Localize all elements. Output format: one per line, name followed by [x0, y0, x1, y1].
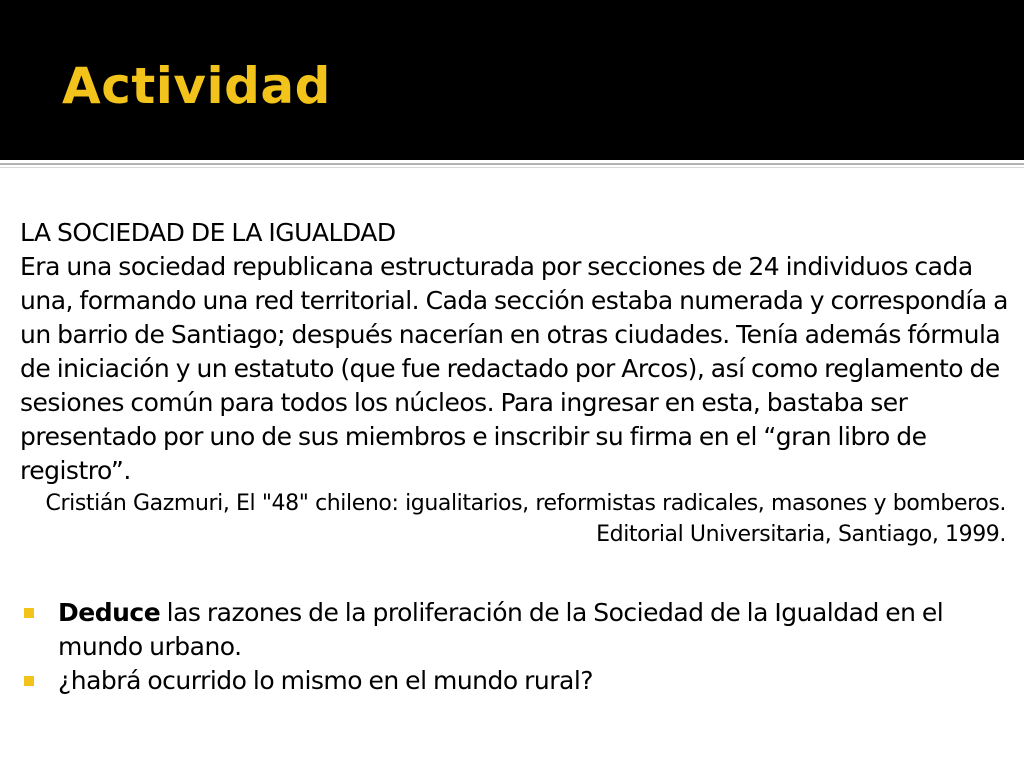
- reading-passage: [20, 216, 1016, 488]
- slide-content: [20, 216, 1016, 698]
- title-divider-thin: [0, 167, 1024, 168]
- bullet-emphasis: Deduce: [58, 598, 161, 627]
- bullet-text: ¿habrá ocurrido lo mismo en el mundo rural?: [58, 666, 594, 695]
- slide-title: Actividad: [62, 57, 331, 115]
- list-item: [20, 596, 1016, 664]
- passage-body: Era una sociedad republicana estructurada por secciones de 24 individuos cada una, formando una red territorial. Cada sección estaba numerada y correspondía a un barrio de Santiago; después nacerían en otras ciudades. Tenía además fórmula de iniciación y un estatuto (que fue redactado por Arcos), así como reglamento de sesiones común para todos los núcleos. Para ingresar en esta, bastaba ser presentado por uno de sus miembros e inscribir su firma en el “gran libro de registro”.: [20, 252, 1008, 485]
- source-citation: Cristián Gazmuri, El "48" chileno: igualitarios, reformistas radicales, masones y bomberos. Editorial Universitaria, Santiago, 1999.: [45, 491, 1006, 547]
- square-bullet-icon: [24, 676, 34, 686]
- passage-heading: LA SOCIEDAD DE LA IGUALDAD: [20, 218, 396, 247]
- list-item: [20, 664, 1016, 698]
- title-divider: [0, 163, 1024, 165]
- title-band: [0, 0, 1024, 160]
- activity-questions: [20, 596, 1016, 698]
- square-bullet-icon: [24, 608, 34, 618]
- bullet-text: las razones de la proliferación de la Sociedad de la Igualdad en el mundo urbano.: [58, 598, 944, 661]
